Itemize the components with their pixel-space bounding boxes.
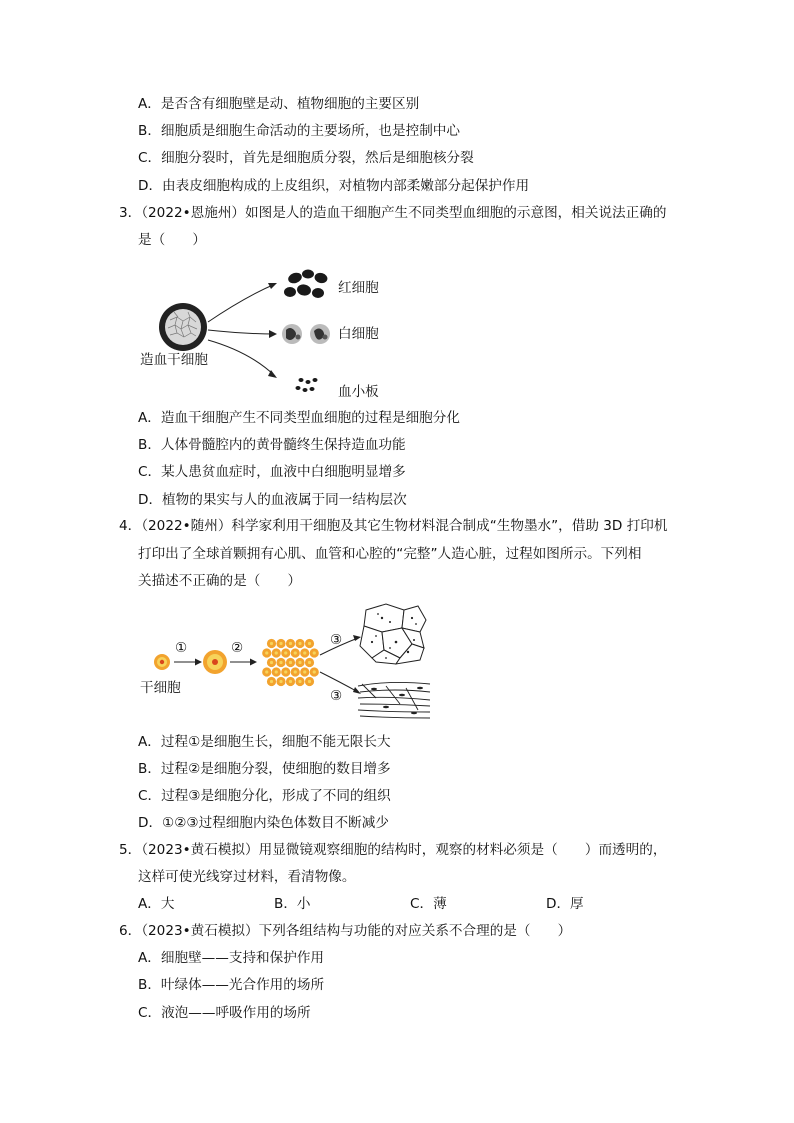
cell-cluster-graphic <box>262 639 319 686</box>
cluster-cell-nucleus <box>279 680 282 683</box>
q3-option-d: D．植物的果实与人的血液属于同一结构层次 <box>138 492 407 508</box>
q6-option-a: A．细胞壁——支持和保护作用 <box>138 950 325 966</box>
cluster-cell-nucleus <box>275 670 278 673</box>
q4-label-step1: ① <box>175 640 188 656</box>
cluster-cell-nucleus <box>284 670 287 673</box>
q3-figure <box>150 262 430 402</box>
q4-stem-line2: 打印出了全球首颗拥有心肌、血管和心腔的“完整”人造心脏，过程如图所示。下列相 <box>138 546 642 562</box>
cluster-cell-nucleus <box>289 661 292 664</box>
q4-option-b: B．过程②是细胞分裂，使细胞的数目增多 <box>138 761 391 777</box>
q3-label-stem-cell: 造血干细胞 <box>140 352 208 368</box>
cluster-cell-nucleus <box>289 680 292 683</box>
cluster-cell-nucleus <box>279 642 282 645</box>
q3-stem-line1: 3．（2022•恩施州）如图是人的造血干细胞产生不同类型血细胞的示意图，相关说法正确的 <box>119 205 667 221</box>
q4-label-step3-upper: ③ <box>330 632 343 648</box>
q4-label-step3-lower: ③ <box>330 688 343 704</box>
cluster-cell-nucleus <box>308 680 311 683</box>
q5-stem-line2: 这样可使光线穿过材料，看清物像。 <box>138 869 356 885</box>
q3-option-c: C．某人患贫血症时，血液中白细胞明显增多 <box>138 464 406 480</box>
cluster-cell-nucleus <box>308 642 311 645</box>
cluster-cell-nucleus <box>265 651 268 654</box>
cluster-cell-nucleus <box>284 651 287 654</box>
cluster-cell-nucleus <box>298 680 301 683</box>
platelets-graphic <box>296 378 318 392</box>
q5-choice-d: D．厚 <box>546 896 584 912</box>
white-blood-cells-graphic <box>282 324 330 344</box>
q4-stem-line1: 4．（2022•随州）科学家利用干细胞及其它生物材料混合制成“生物墨水”，借助 3D 打印机 <box>119 518 668 534</box>
q3-label-white-blood-cell: 白细胞 <box>338 326 379 342</box>
q6-option-c: C．液泡——呼吸作用的场所 <box>138 1005 311 1021</box>
q2-option-c: C．细胞分裂时，首先是细胞质分裂，然后是细胞核分裂 <box>138 150 474 166</box>
grown-cell-graphic <box>203 650 227 674</box>
cluster-cell-nucleus <box>298 642 301 645</box>
q4-stem-line3: 关描述不正确的是（ ） <box>138 573 302 589</box>
q6-option-b: B．叶绿体——光合作用的场所 <box>138 977 325 993</box>
red-blood-cells-graphic <box>284 270 329 299</box>
q4-option-c: C．过程③是细胞分化，形成了不同的组织 <box>138 788 391 804</box>
cluster-cell-nucleus <box>308 661 311 664</box>
q4-option-d: D．①②③过程细胞内染色体数目不断减少 <box>138 815 389 831</box>
q2-option-a: A．是否含有细胞壁是动、植物细胞的主要区别 <box>138 96 420 112</box>
q5-stem-line1: 5．（2023•黄石模拟）用显微镜观察细胞的结构时，观察的材料必须是（ ）而透明的， <box>119 842 667 858</box>
q2-option-d: D．由表皮细胞构成的上皮组织，对植物内部柔嫩部分起保护作用 <box>138 178 530 194</box>
cluster-cell-nucleus <box>298 661 301 664</box>
cluster-cell-nucleus <box>313 670 316 673</box>
cluster-cell-nucleus <box>303 670 306 673</box>
q3-option-b: B．人体骨髓腔内的黄骨髓终生保持造血功能 <box>138 437 406 453</box>
small-stem-cell-graphic <box>154 654 170 670</box>
cluster-cell-nucleus <box>294 670 297 673</box>
q3-label-red-blood-cell: 红细胞 <box>338 280 379 296</box>
q3-label-platelet: 血小板 <box>338 384 379 400</box>
q5-choice-b: B．小 <box>274 896 311 912</box>
q4-option-a: A．过程①是细胞生长，细胞不能无限长大 <box>138 734 391 750</box>
q5-choice-c: C．薄 <box>410 896 447 912</box>
cluster-cell-nucleus <box>289 642 292 645</box>
cluster-cell-nucleus <box>265 670 268 673</box>
q3-stem-line2: 是（ ） <box>138 232 206 248</box>
cluster-cell-nucleus <box>303 651 306 654</box>
cluster-cell-nucleus <box>270 661 273 664</box>
q4-figure <box>150 600 440 725</box>
cluster-cell-nucleus <box>270 680 273 683</box>
cluster-cell-nucleus <box>275 651 278 654</box>
hematopoietic-stem-cell-graphic <box>159 303 207 351</box>
q3-option-a: A．造血干细胞产生不同类型血细胞的过程是细胞分化 <box>138 410 460 426</box>
q5-choice-a: A．大 <box>138 896 175 912</box>
q4-label-step2: ② <box>231 640 244 656</box>
q4-label-stem-cell: 干细胞 <box>140 680 181 696</box>
cluster-cell-nucleus <box>294 651 297 654</box>
tissue-cells-graphic <box>360 604 426 664</box>
q2-option-b: B．细胞质是细胞生命活动的主要场所，也是控制中心 <box>138 123 460 139</box>
cluster-cell-nucleus <box>279 661 282 664</box>
cluster-cell-nucleus <box>313 651 316 654</box>
q6-stem: 6．（2023•黄石模拟）下列各组结构与功能的对应关系不合理的是（ ） <box>119 923 572 939</box>
cluster-cell-nucleus <box>270 642 273 645</box>
